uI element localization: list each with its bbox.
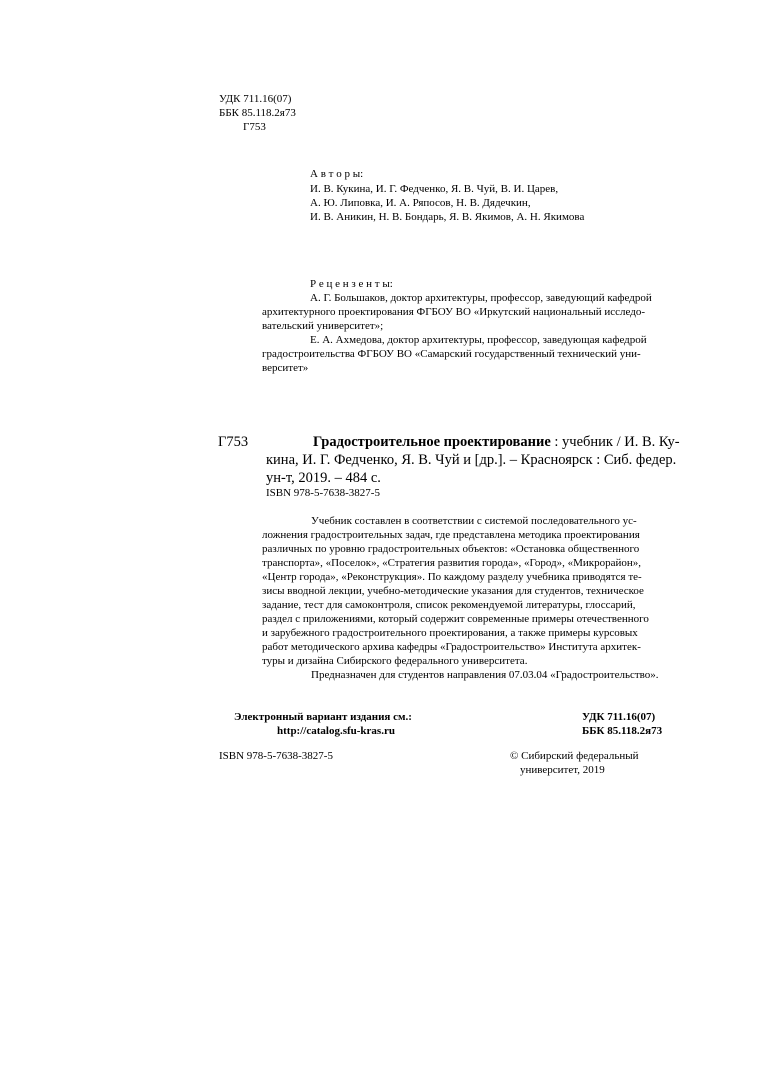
annotation-line: «Центр города», «Реконструкция». По каждому разделу учебника приводятся те- <box>262 571 642 583</box>
annotation-line: работ методического архива кафедры «Градостроительство» Институтa архитек- <box>262 641 641 653</box>
authors-heading: А в т о р ы: <box>310 168 364 180</box>
copyright-line: © Сибирский федеральный <box>510 750 639 762</box>
annotation-line: транспорта», «Поселок», «Стратегия развития города», «Город», «Микрорайон», <box>262 557 642 569</box>
electronic-version-url[interactable]: http://catalog.sfu-kras.ru <box>277 725 395 737</box>
annotation-line: раздел с приложениями, который содержит современные примеры отечественного <box>262 613 649 625</box>
reviewers-heading: Р е ц е н з е н т ы: <box>310 278 393 290</box>
catalog-code: Г753 <box>218 434 249 450</box>
bbk-bottom: ББК 85.118.2я73 <box>582 725 663 737</box>
copyright-line: университет, 2019 <box>520 764 605 776</box>
author-sign-top: Г753 <box>243 121 266 133</box>
authors-line: И. В. Аникин, Н. В. Бондарь, Я. В. Якимов, А. Н. Якимова <box>310 211 585 223</box>
annotation-line: различных по уровню градостроительных объектов: «Остановка общественного <box>262 543 640 555</box>
reviewers-line: архитектурного проектирования ФГБОУ ВО «Иркутский национальный исследо- <box>262 306 645 318</box>
annotation-line: задание, тест для самоконтроля, список рекомендуемой литературы, глоссарий, <box>262 599 636 611</box>
reviewers-line: градостроительства ФГБОУ ВО «Самарский государственный технический уни- <box>262 348 641 360</box>
authors-line: И. В. Кукина, И. Г. Федченко, Я. В. Чуй, В. И. Царев, <box>310 183 559 195</box>
catalog-line-1-rest: : учебник / И. В. Ку- <box>550 434 680 450</box>
annotation-line: ложнения градостроительных задач, где представлена методика проектирования <box>262 529 640 541</box>
annotation-line: Учебник составлен в соответствии с системой последовательного ус- <box>311 515 637 527</box>
isbn-bottom: ISBN 978-5-7638-3827-5 <box>219 750 333 762</box>
catalog-line-2: кина, И. Г. Федченко, Я. В. Чуй и [др.]. – Красноярск : Сиб. федер. <box>266 452 677 468</box>
reviewers-line: верситет» <box>262 362 309 374</box>
reviewers-line: Е. А. Ахмедова, доктор архитектуры, профессор, заведующая кафедрой <box>310 334 647 346</box>
udk-bottom: УДК 711.16(07) <box>582 711 656 723</box>
catalog-line-1 <box>313 435 680 450</box>
udk-top: УДК 711.16(07) <box>219 93 292 105</box>
annotation-line: зисы вводной лекции, учебно-методические указания для студентов, техническое <box>262 585 644 597</box>
annotation-line: и зарубежного градостроительного проектирования, а также примеры курсовых <box>262 627 638 639</box>
annotation-purpose: Предназначен для студентов направления 07.03.04 «Градостроительство». <box>311 669 659 681</box>
book-title: Градостроительное проектирование <box>313 434 551 450</box>
reviewers-line: вательский университет»; <box>262 320 384 332</box>
electronic-version-label: Электронный вариант издания см.: <box>234 711 412 723</box>
catalog-line-3: ун-т, 2019. – 484 с. <box>266 470 381 486</box>
reviewers-line: А. Г. Большаков, доктор архитектуры, профессор, заведующий кафедрой <box>310 292 652 304</box>
authors-line: А. Ю. Липовка, И. А. Ряпосов, Н. В. Дядечкин, <box>310 197 531 209</box>
catalog-isbn: ISBN 978-5-7638-3827-5 <box>266 487 380 499</box>
bbk-top: ББК 85.118.2я73 <box>219 107 296 119</box>
annotation-line: туры и дизайна Сибирского федерального университета. <box>262 655 528 667</box>
